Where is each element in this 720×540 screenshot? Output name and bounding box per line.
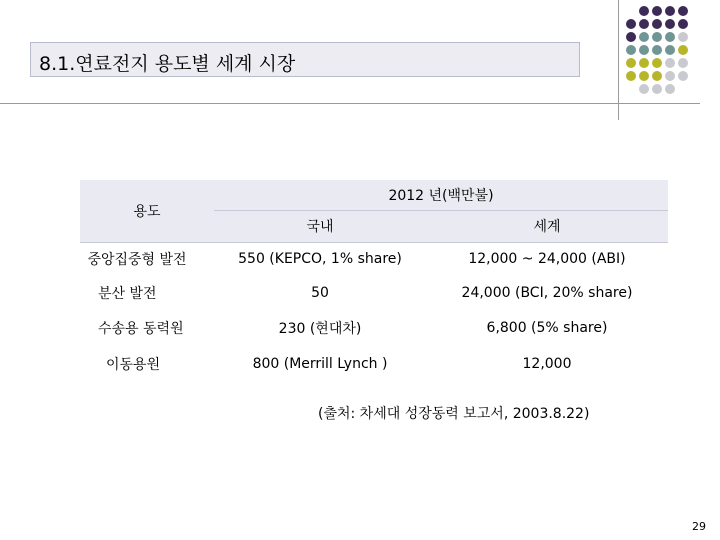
row-domestic-value: 50 [311, 285, 329, 301]
decorative-dot [652, 71, 662, 81]
decorative-dot [652, 6, 662, 16]
decorative-dot [652, 45, 662, 55]
row-domestic-value: 800 (Merrill Lynch ) [252, 356, 388, 372]
decorative-dot [678, 6, 688, 16]
table-row-use [60, 310, 214, 346]
table-row-world [426, 346, 668, 382]
decorative-dot [678, 19, 688, 29]
table-row-world [426, 310, 668, 346]
decorative-dot [626, 58, 636, 68]
table-row-domestic [214, 276, 426, 310]
table-row-world [426, 242, 668, 276]
decorative-dot [639, 84, 649, 94]
header-world: 세계 [533, 219, 561, 235]
table-row-domestic [214, 310, 426, 346]
header-domestic-cell [214, 210, 426, 242]
decorative-dot [678, 71, 688, 81]
decorative-dot [626, 32, 636, 42]
table-row-use [60, 276, 214, 310]
row-use-label: 이동용원 [106, 357, 161, 373]
table-row-domestic [214, 346, 426, 382]
header-world-cell [426, 210, 668, 242]
page-number: 29 [692, 520, 706, 533]
row-use-label: 분산 발전 [98, 286, 157, 302]
table-row-world [426, 276, 668, 310]
slide-title: 8.1.연료전지 용도별 세계 시장 [39, 53, 296, 75]
decorative-dot [639, 6, 649, 16]
decorative-dot [639, 19, 649, 29]
decorative-dot [665, 6, 675, 16]
header-use: 용도 [133, 204, 161, 220]
table-row-use [60, 346, 214, 382]
decorative-dot [626, 45, 636, 55]
decorative-dot [652, 19, 662, 29]
decorative-dot [665, 84, 675, 94]
vertical-rule [618, 0, 619, 120]
row-domestic-value: 550 (KEPCO, 1% share) [238, 251, 402, 267]
row-domestic-value: 230 (현대차) [278, 321, 362, 337]
decorative-dot [652, 32, 662, 42]
table-row-domestic [214, 242, 426, 276]
decorative-dot [626, 19, 636, 29]
decorative-dot [639, 45, 649, 55]
decorative-dot [665, 32, 675, 42]
header-year-cell [214, 180, 668, 210]
decorative-dot [678, 58, 688, 68]
decorative-dot [652, 58, 662, 68]
decorative-dot [678, 32, 688, 42]
decorative-dot [665, 45, 675, 55]
decorative-dot [665, 58, 675, 68]
decorative-dot [639, 71, 649, 81]
row-world-value: 12,000 [522, 356, 572, 372]
horizontal-rule [0, 103, 700, 104]
header-year: 2012 년(백만불) [388, 188, 494, 204]
header-domestic: 국내 [306, 219, 334, 235]
table-row-use [60, 242, 214, 276]
title-bar [30, 42, 580, 77]
header-divider [214, 210, 668, 211]
decorative-dot [652, 84, 662, 94]
decorative-dot [678, 45, 688, 55]
row-use-label: 중앙집중형 발전 [87, 252, 187, 268]
decorative-dot [665, 19, 675, 29]
row-world-value: 24,000 (BCI, 20% share) [461, 285, 633, 301]
source-note: (출처: 차세대 성장동력 보고서, 2003.8.22) [318, 406, 590, 422]
decorative-dot [639, 32, 649, 42]
decorative-dot [626, 71, 636, 81]
row-world-value: 12,000 ~ 24,000 (ABI) [468, 251, 626, 267]
decorative-dot [639, 58, 649, 68]
header-use-cell [80, 180, 214, 242]
row-world-value: 6,800 (5% share) [486, 320, 608, 336]
decorative-dot [665, 71, 675, 81]
row-use-label: 수송용 동력원 [98, 321, 184, 337]
